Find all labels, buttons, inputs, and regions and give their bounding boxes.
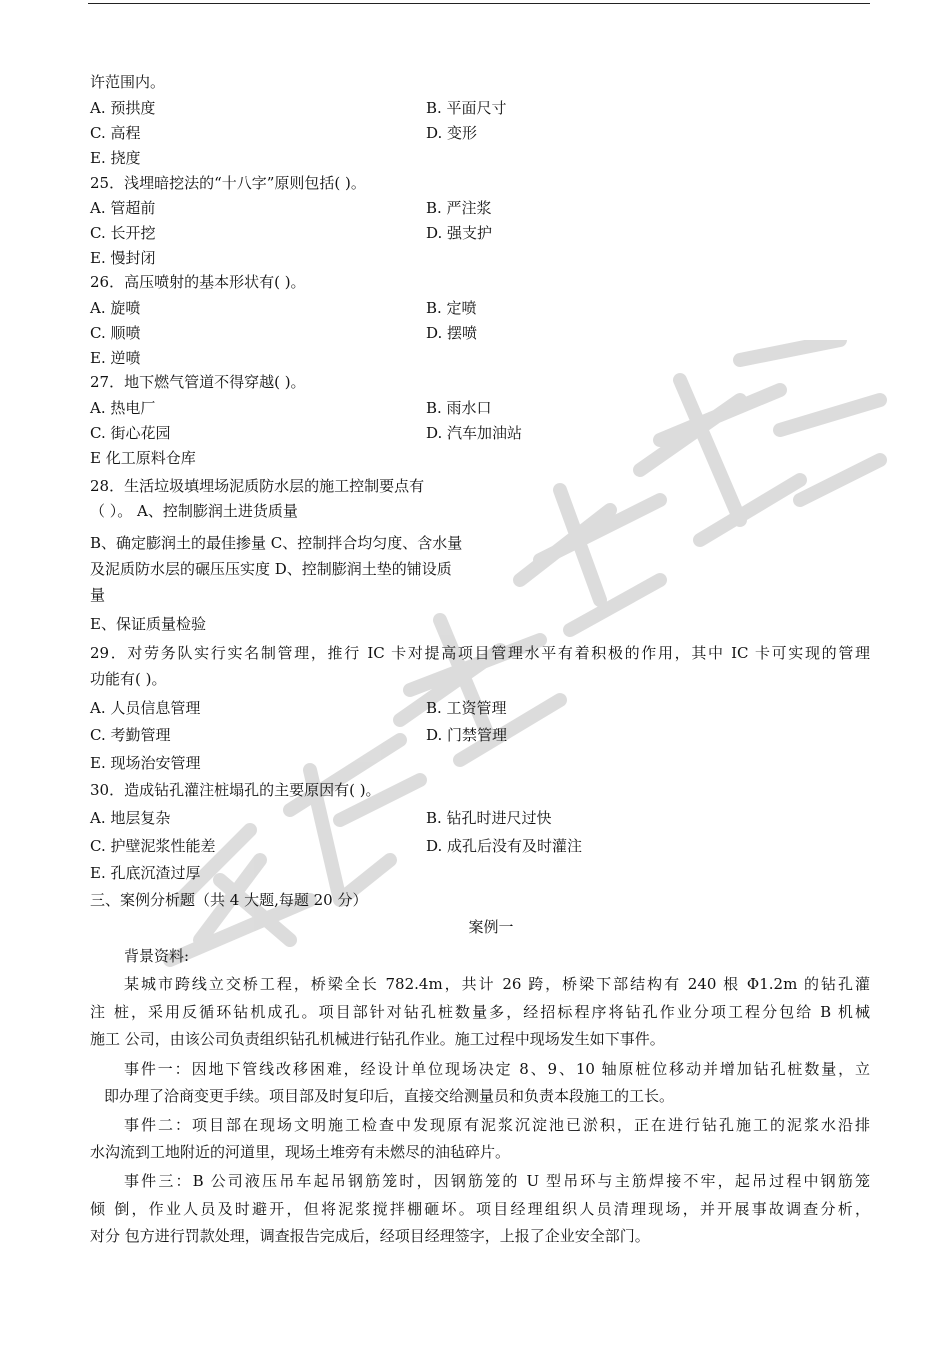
option-c: C. 街心花园 (90, 424, 171, 442)
text-line: 功能有( )。 (90, 670, 167, 688)
question-29: 29．对劳务队实行实名制管理，推行 IC 卡对提高项目管理水平有着积极的作用，其中 IC 卡可实现的管理 (90, 644, 870, 662)
option-d: D. 摆喷 (426, 324, 478, 342)
option-d: D. 强支护 (426, 224, 493, 242)
option-a: A. 热电厂 (90, 399, 156, 417)
option-a: A. 管超前 (90, 199, 156, 217)
option-e: E. 逆喷 (90, 349, 141, 367)
option-b: B. 定喷 (426, 299, 477, 317)
option-a: A. 预拱度 (90, 99, 156, 117)
paragraph-line: 事件三：B 公司液压吊车起吊钢筋笼时，因钢筋笼的 U 型吊环与主筋焊接不牢，起吊过程中钢筋笼 (124, 1172, 870, 1190)
option-e: E. 现场治安管理 (90, 754, 201, 772)
option-e: E 化工原料仓库 (90, 449, 196, 467)
section-heading: 三、案例分析题（共 4 大题,每题 20 分） (90, 891, 368, 909)
option-a: A. 人员信息管理 (90, 699, 201, 717)
background-label: 背景资料: (124, 947, 190, 965)
question-26: 26．高压喷射的基本形状有( )。 (90, 273, 306, 291)
option-b: B. 严注浆 (426, 199, 492, 217)
option-e: E. 慢封闭 (90, 249, 156, 267)
option-a: A. 地层复杂 (90, 809, 171, 827)
option-e: E. 挠度 (90, 149, 141, 167)
text-line: 量 (90, 586, 106, 604)
text-line: E、保证质量检验 (90, 615, 206, 633)
question-30: 30．造成钻孔灌注桩塌孔的主要原因有( )。 (90, 781, 381, 799)
paragraph-line: 注 桩，采用反循环钻机成孔。项目部针对钻孔桩数量多，经招标程序将钻孔作业分项工程分包给 B 机械 (90, 1003, 870, 1021)
paragraph-line: 某城市跨线立交桥工程，桥梁全长 782.4m，共计 26 跨，桥梁下部结构有 240 根 Φ1.2m 的钻孔灌 (124, 975, 870, 993)
option-c: C. 高程 (90, 124, 141, 142)
option-c: C. 考勤管理 (90, 726, 171, 744)
question-25: 25．浅埋暗挖法的“十八字”原则包括( )。 (90, 174, 366, 192)
text-line: （ ）。 A、控制膨润土进货质量 (90, 502, 298, 520)
text-line: 及泥质防水层的碾压压实度 D、控制膨润土垫的铺设质 (90, 560, 452, 578)
option-c: C. 顺喷 (90, 324, 141, 342)
paragraph-line: 施工 公司，由该公司负责组织钻孔机械进行钻孔作业。施工过程中现场发生如下事件。 (90, 1030, 665, 1048)
question-27: 27．地下燃气管道不得穿越( )。 (90, 373, 306, 391)
option-d: D. 变形 (426, 124, 478, 142)
option-d: D. 门禁管理 (426, 726, 508, 744)
text-line: 许范围内。 (90, 73, 166, 91)
paragraph-line: 水沟流到工地附近的河道里，现场土堆旁有未燃尽的油毡碎片。 (90, 1143, 511, 1161)
paragraph-line: 事件一：因地下管线改移困难，经设计单位现场决定 8、9、10 轴原桩位移动并增加钻孔桩数量，立 (124, 1060, 870, 1078)
option-b: B. 雨水口 (426, 399, 492, 417)
option-a: A. 旋喷 (90, 299, 141, 317)
option-b: B. 工资管理 (426, 699, 507, 717)
option-c: C. 护壁泥浆性能差 (90, 837, 216, 855)
paragraph-line: 倾 倒，作业人员及时避开，但将泥浆搅拌棚砸坏。项目经理组织人员清理现场，并开展事故调查分析， (90, 1200, 870, 1218)
option-b: B. 平面尺寸 (426, 99, 507, 117)
paragraph-line: 对分 包方进行罚款处理，调查报告完成后，经项目经理签字，上报了企业安全部门。 (90, 1227, 650, 1245)
option-e: E. 孔底沉渣过厚 (90, 864, 201, 882)
question-28: 28．生活垃圾填埋场泥质防水层的施工控制要点有 (90, 477, 425, 495)
option-d: D. 成孔后没有及时灌注 (426, 837, 583, 855)
header-rule (88, 3, 870, 4)
text-line: B、确定膨润土的最佳掺量 C、控制拌合均匀度、含水量 (90, 534, 463, 552)
option-b: B. 钻孔时进尺过快 (426, 809, 552, 827)
case-title: 案例一 (468, 918, 514, 936)
paragraph-line: 即办理了洽商变更手续。项目部及时复印后，直接交给测量员和负责本段施工的工长。 (104, 1087, 675, 1105)
option-d: D. 汽车加油站 (426, 424, 523, 442)
option-c: C. 长开挖 (90, 224, 156, 242)
paragraph-line: 事件二：项目部在现场文明施工检查中发现原有泥浆沉淀池已淤积，正在进行钻孔施工的泥浆水沿排 (124, 1116, 870, 1134)
